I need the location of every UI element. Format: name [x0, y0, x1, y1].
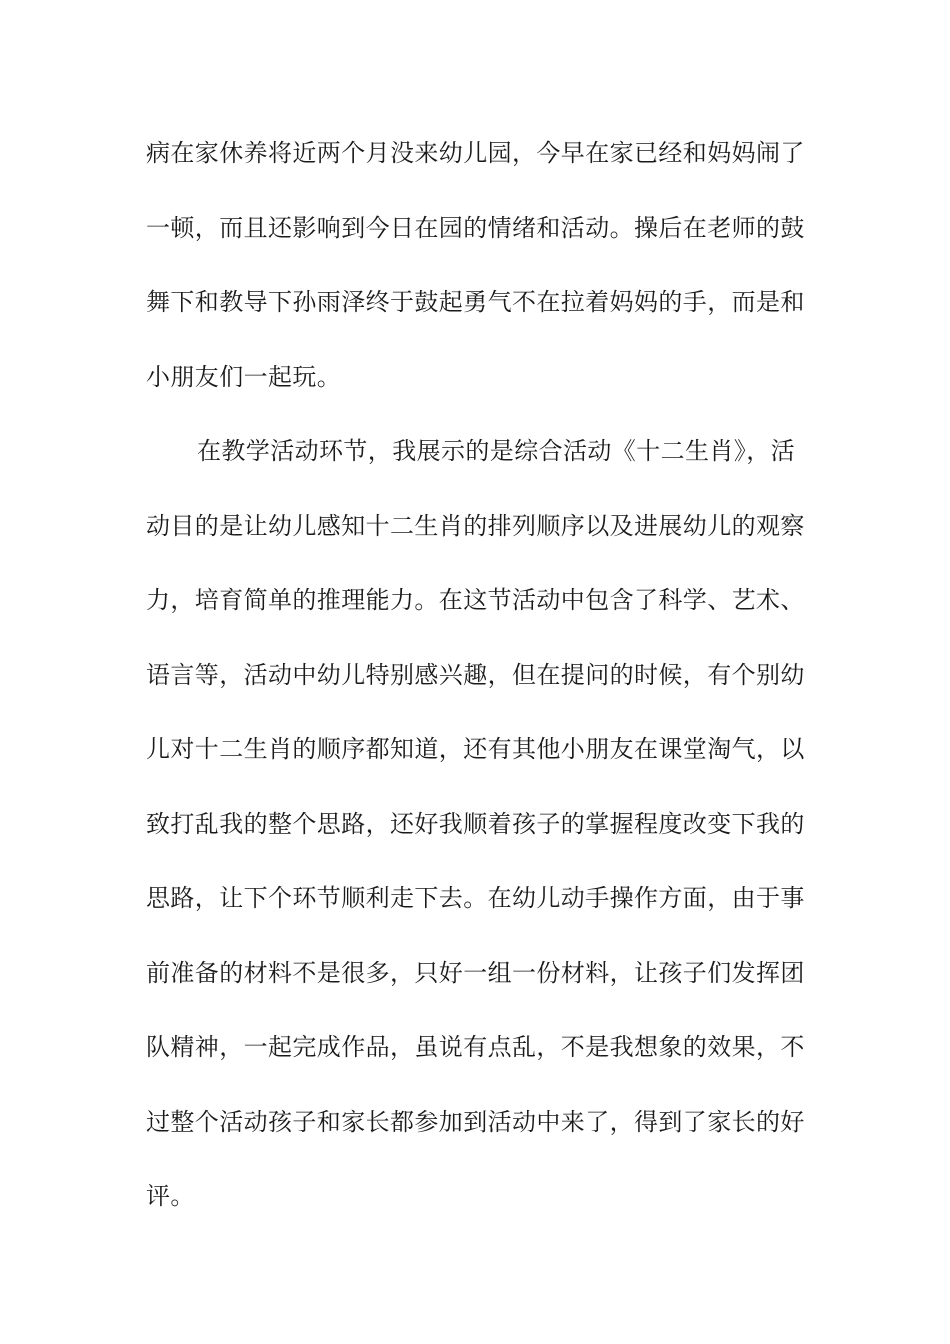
text-line: 评。: [146, 1182, 195, 1210]
text-line: 在教学活动环节，我展示的是综合活动《十二生肖》，活: [197, 437, 795, 465]
paragraph-1: [146, 128, 806, 426]
text-line: 语言等，活动中幼儿特别感兴趣，但在提问的时候，有个别幼: [146, 660, 805, 689]
document-body: [146, 128, 806, 1246]
text-line: 思路，让下个环节顺利走下去。在幼儿动手操作方面，由于事: [146, 884, 805, 912]
text-line: 病在家休养将近两个月没来幼儿园，今早在家已经和妈妈闹了: [146, 139, 805, 167]
text-line: 队精神，一起完成作品，虽说有点乱，不是我想象的效果，不: [146, 1033, 805, 1061]
text-line: 力，培育简单的推理能力。在这节活动中包含了科学、艺术、: [146, 586, 805, 614]
text-line: 动目的是让幼儿感知十二生肖的排列顺序以及进展幼儿的观察: [146, 511, 805, 540]
text-line: 过整个活动孩子和家长都参加到活动中来了，得到了家长的好: [146, 1107, 805, 1136]
text-line: 一顿，而且还影响到今日在园的情绪和活动。操后在老师的鼓: [146, 213, 805, 242]
text-line: 致打乱我的整个思路，还好我顺着孩子的掌握程度改变下我的: [146, 809, 805, 838]
text-line: 前准备的材料不是很多，只好一组一份材料，让孩子们发挥团: [146, 958, 805, 987]
text-line: 小朋友们一起玩。: [146, 362, 342, 391]
paragraph-2: [146, 426, 806, 1246]
text-line: 儿对十二生肖的顺序都知道，还有其他小朋友在课堂淘气，以: [146, 735, 805, 763]
text-line: 舞下和教导下孙雨泽终于鼓起勇气不在拉着妈妈的手，而是和: [146, 288, 805, 316]
